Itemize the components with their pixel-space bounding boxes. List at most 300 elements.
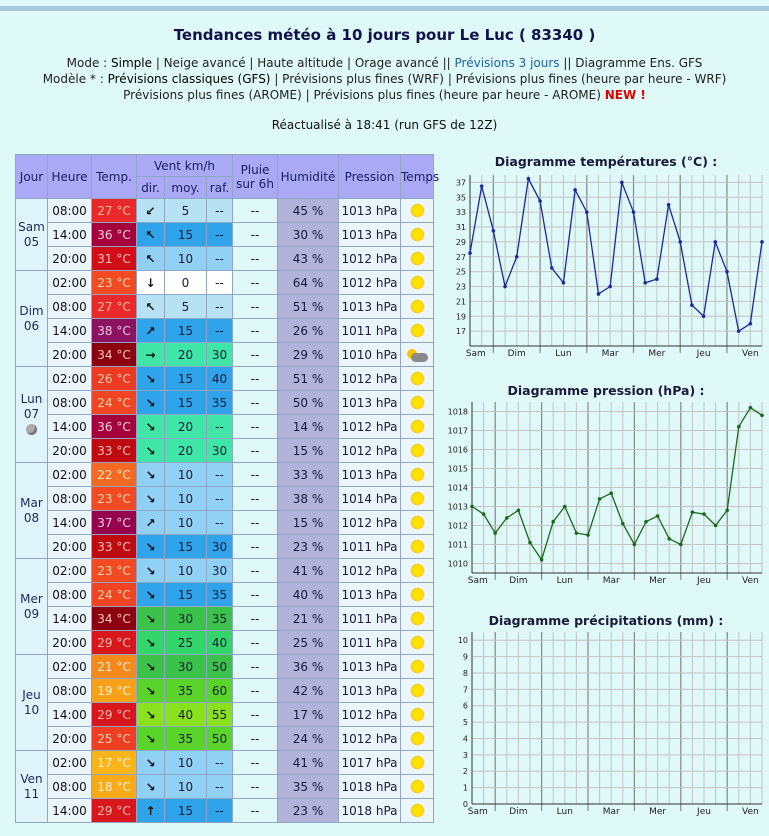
wind-mean-cell: 20 <box>165 415 207 439</box>
wind-mean-cell: 15 <box>165 391 207 415</box>
humidity-cell: 41 % <box>278 559 339 583</box>
y-tick-label: 17 <box>455 327 466 337</box>
rain-cell: -- <box>233 679 278 703</box>
y-tick-label: 1014 <box>447 483 468 493</box>
pressure-cell: 1018 hPa <box>339 799 401 823</box>
day-number: 05 <box>23 234 40 249</box>
x-day-label: Jeu <box>697 576 711 586</box>
forecast-row <box>16 487 434 511</box>
humidity-cell: 45 % <box>278 199 339 223</box>
sun-icon <box>410 323 425 338</box>
wind-direction-icon: ↘ <box>137 367 165 391</box>
sun-icon <box>410 275 425 290</box>
rain-cell: -- <box>233 607 278 631</box>
forecast-row <box>16 511 434 535</box>
wind-gust-cell: 50 <box>207 655 233 679</box>
hour-cell: 14:00 <box>48 511 92 535</box>
header-pluie: Pluie sur 6h <box>233 155 278 199</box>
forecast-row <box>16 631 434 655</box>
temp-cell: 23 °C <box>92 487 137 511</box>
pressure-cell: 1013 hPa <box>339 391 401 415</box>
data-point <box>482 512 486 516</box>
day-name: Ven <box>20 771 43 786</box>
day-number: 06 <box>23 318 40 333</box>
hour-cell: 14:00 <box>48 319 92 343</box>
mode-label: Mode : <box>66 56 112 70</box>
humidity-cell: 64 % <box>278 271 339 295</box>
y-tick-label: 8 <box>462 668 468 678</box>
forecast-row <box>16 343 434 367</box>
wind-direction-icon: ↘ <box>137 439 165 463</box>
data-point <box>550 266 554 270</box>
data-point <box>632 210 636 214</box>
data-point <box>575 531 579 535</box>
day-number: 08 <box>23 510 40 525</box>
y-tick-label: 23 <box>455 282 466 292</box>
data-point <box>678 240 682 244</box>
sun-icon <box>410 611 425 626</box>
wind-mean-cell: 30 <box>165 655 207 679</box>
day-cell <box>16 463 48 559</box>
forecast-row <box>16 775 434 799</box>
sun-icon <box>410 803 425 818</box>
pressure-cell: 1012 hPa <box>339 439 401 463</box>
pressure-cell: 1017 hPa <box>339 751 401 775</box>
y-tick-label: 1 <box>462 783 468 793</box>
wind-direction-icon: ↘ <box>137 391 165 415</box>
mode-simple[interactable]: Simple <box>111 56 152 70</box>
wind-mean-cell: 0 <box>165 271 207 295</box>
wind-mean-cell: 10 <box>165 775 207 799</box>
sky-cell <box>401 679 434 703</box>
hour-cell: 20:00 <box>48 631 92 655</box>
wind-gust-cell: -- <box>207 799 233 823</box>
sky-cell <box>401 343 434 367</box>
data-point <box>562 281 566 285</box>
humidity-cell: 30 % <box>278 223 339 247</box>
wind-gust-cell: -- <box>207 319 233 343</box>
hour-cell: 20:00 <box>48 535 92 559</box>
hour-cell: 14:00 <box>48 799 92 823</box>
series-line <box>470 179 762 331</box>
sun-icon <box>410 227 425 242</box>
wind-gust-cell: 30 <box>207 343 233 367</box>
data-point <box>609 491 613 495</box>
day-name: Mar <box>20 495 43 510</box>
temperature-chart <box>440 172 766 358</box>
hour-cell: 02:00 <box>48 655 92 679</box>
data-point <box>655 277 659 281</box>
temp-cell: 17 °C <box>92 751 137 775</box>
data-point <box>538 199 542 203</box>
rain-cell: -- <box>233 751 278 775</box>
rain-cell: -- <box>233 559 278 583</box>
sky-cell <box>401 751 434 775</box>
sky-cell <box>401 775 434 799</box>
wind-direction-icon: ↘ <box>137 463 165 487</box>
pressure-cell: 1011 hPa <box>339 319 401 343</box>
sky-cell <box>401 415 434 439</box>
sun-icon <box>410 443 425 458</box>
y-tick-label: 1017 <box>447 426 468 436</box>
mode-altitude[interactable]: Haute altitude <box>257 56 344 70</box>
data-point <box>667 203 671 207</box>
day-name: Sam <box>18 219 45 234</box>
forecast-row <box>16 223 434 247</box>
hour-cell: 02:00 <box>48 751 92 775</box>
precipitation-chart <box>440 628 766 818</box>
sun-icon <box>410 755 425 770</box>
hour-cell: 08:00 <box>48 199 92 223</box>
rain-cell: -- <box>233 271 278 295</box>
sun-icon <box>410 539 425 554</box>
rain-cell: -- <box>233 295 278 319</box>
wind-direction-icon: ↘ <box>137 727 165 751</box>
humidity-cell: 41 % <box>278 751 339 775</box>
rain-cell: -- <box>233 487 278 511</box>
data-point <box>656 514 660 518</box>
pressure-cell: 1012 hPa <box>339 559 401 583</box>
data-point <box>563 505 567 509</box>
rain-cell: -- <box>233 703 278 727</box>
data-point <box>480 184 484 188</box>
forecast-row <box>16 415 434 439</box>
y-tick-label: 5 <box>462 718 468 728</box>
y-tick-label: 4 <box>462 734 468 744</box>
sky-cell <box>401 439 434 463</box>
mode-neige[interactable]: Neige avancé <box>163 56 246 70</box>
temp-cell: 19 °C <box>92 679 137 703</box>
data-point <box>620 181 624 185</box>
wind-gust-cell: -- <box>207 511 233 535</box>
data-point <box>492 229 496 233</box>
wind-direction-icon: ↘ <box>137 487 165 511</box>
data-point <box>585 210 589 214</box>
wind-gust-cell: 35 <box>207 583 233 607</box>
model-arome[interactable]: Prévisions plus fines (AROME) <box>123 88 302 102</box>
sun-icon <box>410 587 425 602</box>
wind-mean-cell: 10 <box>165 487 207 511</box>
x-day-label: Dim <box>507 349 526 359</box>
hour-cell: 08:00 <box>48 775 92 799</box>
wind-gust-cell: 50 <box>207 727 233 751</box>
temp-chart-title: Diagramme températures (°C) : <box>494 154 718 169</box>
pressure-cell: 1014 hPa <box>339 487 401 511</box>
humidity-cell: 15 % <box>278 511 339 535</box>
sky-cell <box>401 535 434 559</box>
y-tick-label: 3 <box>462 750 468 760</box>
forecast-row <box>16 199 434 223</box>
mode-orage[interactable]: Orage avancé <box>354 56 439 70</box>
sun-icon <box>410 491 425 506</box>
wind-mean-cell: 20 <box>165 439 207 463</box>
hour-cell: 14:00 <box>48 415 92 439</box>
wind-direction-icon: ↖ <box>137 223 165 247</box>
sky-cell <box>401 703 434 727</box>
y-tick-label: 31 <box>455 223 466 233</box>
forecast-row <box>16 391 434 415</box>
data-point <box>702 512 706 516</box>
wind-mean-cell: 30 <box>165 607 207 631</box>
humidity-cell: 43 % <box>278 247 339 271</box>
sun-cloud-icon <box>406 349 428 362</box>
sky-cell <box>401 391 434 415</box>
wind-direction-icon: ↘ <box>137 583 165 607</box>
refresh-info: Réactualisé à 18:41 (run GFS de 12Z) <box>271 118 498 132</box>
pressure-cell: 1018 hPa <box>339 775 401 799</box>
data-point <box>667 537 671 541</box>
pressure-cell: 1013 hPa <box>339 463 401 487</box>
wind-gust-cell: -- <box>207 295 233 319</box>
data-point <box>691 510 695 514</box>
rain-cell: -- <box>233 439 278 463</box>
x-day-label: Mer <box>649 807 667 817</box>
pressure-cell: 1011 hPa <box>339 535 401 559</box>
wind-direction-icon: → <box>137 343 165 367</box>
y-tick-label: 9 <box>462 652 468 662</box>
wind-mean-cell: 10 <box>165 247 207 271</box>
x-day-label: Mar <box>602 807 620 817</box>
wind-direction-icon: ↑ <box>137 799 165 823</box>
rain-cell: -- <box>233 799 278 823</box>
x-day-label: Sam <box>465 349 486 359</box>
y-tick-label: 6 <box>462 701 468 711</box>
temp-cell: 27 °C <box>92 199 137 223</box>
data-point <box>644 520 648 524</box>
rain-cell: -- <box>233 631 278 655</box>
temp-cell: 18 °C <box>92 775 137 799</box>
y-tick-label: 37 <box>455 178 466 188</box>
day-number: 10 <box>23 702 40 717</box>
pressure-cell: 1012 hPa <box>339 703 401 727</box>
y-tick-label: 19 <box>455 312 466 322</box>
rain-cell: -- <box>233 775 278 799</box>
data-point <box>633 543 637 547</box>
temp-cell: 27 °C <box>92 295 137 319</box>
data-point <box>679 543 683 547</box>
sun-icon <box>410 299 425 314</box>
humidity-cell: 33 % <box>278 463 339 487</box>
wind-gust-cell: 35 <box>207 391 233 415</box>
y-tick-label: 1015 <box>447 464 468 474</box>
wind-gust-cell: 30 <box>207 439 233 463</box>
data-point <box>749 322 753 326</box>
data-point <box>725 270 729 274</box>
hour-cell: 02:00 <box>48 559 92 583</box>
y-tick-label: 25 <box>455 267 466 277</box>
x-day-label: Mer <box>649 576 667 586</box>
data-point <box>515 255 519 259</box>
day-cell <box>16 559 48 655</box>
wind-gust-cell: -- <box>207 271 233 295</box>
data-point <box>714 524 718 528</box>
data-point <box>597 292 601 296</box>
wind-gust-cell: -- <box>207 487 233 511</box>
wind-mean-cell: 5 <box>165 295 207 319</box>
day-number: 11 <box>23 786 40 801</box>
hour-cell: 20:00 <box>48 727 92 751</box>
data-point <box>760 414 764 418</box>
sky-cell <box>401 271 434 295</box>
sky-cell <box>401 295 434 319</box>
wind-gust-cell: 30 <box>207 535 233 559</box>
sun-icon <box>410 707 425 722</box>
y-tick-label: 1011 <box>447 540 468 550</box>
hour-cell: 20:00 <box>48 439 92 463</box>
wind-direction-icon: ↗ <box>137 511 165 535</box>
hour-cell: 14:00 <box>48 703 92 727</box>
wind-mean-cell: 15 <box>165 319 207 343</box>
pressure-cell: 1013 hPa <box>339 679 401 703</box>
rain-cell: -- <box>233 223 278 247</box>
sky-cell <box>401 799 434 823</box>
forecast-row <box>16 703 434 727</box>
wind-mean-cell: 35 <box>165 727 207 751</box>
hour-cell: 02:00 <box>48 271 92 295</box>
humidity-cell: 24 % <box>278 727 339 751</box>
hour-cell: 14:00 <box>48 223 92 247</box>
temp-cell: 34 °C <box>92 607 137 631</box>
temp-cell: 29 °C <box>92 799 137 823</box>
top-bar <box>0 6 769 11</box>
pressure-cell: 1012 hPa <box>339 271 401 295</box>
x-day-label: Ven <box>742 576 759 586</box>
y-tick-label: 1010 <box>447 559 468 569</box>
humidity-cell: 14 % <box>278 415 339 439</box>
pressure-cell: 1012 hPa <box>339 367 401 391</box>
humidity-cell: 21 % <box>278 607 339 631</box>
wind-direction-icon: ↙ <box>137 199 165 223</box>
forecast-row <box>16 319 434 343</box>
temp-cell: 36 °C <box>92 223 137 247</box>
wind-mean-cell: 10 <box>165 511 207 535</box>
forecast-row <box>16 559 434 583</box>
model-nav-2: Prévisions plus fines (AROME) | Prévisions plus fines (heure par heure - AROME) NEW ! <box>123 88 646 102</box>
x-day-label: Ven <box>742 807 759 817</box>
pressure-cell: 1012 hPa <box>339 415 401 439</box>
wind-direction-icon: ↓ <box>137 271 165 295</box>
sky-cell <box>401 367 434 391</box>
mode-diagramme-ens[interactable]: Diagramme Ens. GFS <box>575 56 703 70</box>
humidity-cell: 23 % <box>278 535 339 559</box>
y-tick-label: 33 <box>455 208 466 218</box>
wind-direction-icon: ↘ <box>137 751 165 775</box>
hour-cell: 08:00 <box>48 487 92 511</box>
sky-cell <box>401 559 434 583</box>
wind-mean-cell: 20 <box>165 343 207 367</box>
mode-3-jours-link[interactable]: Prévisions 3 jours <box>454 56 560 70</box>
data-point <box>725 509 729 513</box>
wind-mean-cell: 10 <box>165 559 207 583</box>
wind-direction-icon: ↘ <box>137 631 165 655</box>
pressure-cell: 1013 hPa <box>339 223 401 247</box>
y-tick-label: 21 <box>455 297 466 307</box>
model-wrf-hourly[interactable]: Prévisions plus fines (heure par heure - WRF) <box>455 72 727 86</box>
temp-cell: 24 °C <box>92 583 137 607</box>
rain-cell: -- <box>233 343 278 367</box>
pressure-chart <box>440 398 766 588</box>
wind-mean-cell: 40 <box>165 703 207 727</box>
model-wrf[interactable]: Prévisions plus fines (WRF) <box>282 72 444 86</box>
model-arome-hourly[interactable]: Prévisions plus fines (heure par heure - AROME) <box>313 88 601 102</box>
mode-nav: Mode : Simple | Neige avancé | Haute altitude | Orage avancé || Prévisions 3 jours || Diagramme Ens. GFS <box>66 56 703 70</box>
wind-mean-cell: 10 <box>165 463 207 487</box>
sun-icon <box>410 371 425 386</box>
wind-direction-icon: ↘ <box>137 415 165 439</box>
wind-gust-cell: 40 <box>207 367 233 391</box>
sun-icon <box>410 203 425 218</box>
wind-mean-cell: 15 <box>165 535 207 559</box>
y-tick-label: 1012 <box>447 521 468 531</box>
wind-mean-cell: 25 <box>165 631 207 655</box>
forecast-row <box>16 655 434 679</box>
temp-cell: 22 °C <box>92 463 137 487</box>
forecast-row <box>16 607 434 631</box>
x-day-label: Dim <box>509 807 528 817</box>
rain-cell: -- <box>233 511 278 535</box>
wind-gust-cell: -- <box>207 463 233 487</box>
y-tick-label: 1013 <box>447 502 468 512</box>
hour-cell: 08:00 <box>48 391 92 415</box>
forecast-row <box>16 679 434 703</box>
temp-cell: 29 °C <box>92 703 137 727</box>
rain-cell: -- <box>233 727 278 751</box>
forecast-row <box>16 535 434 559</box>
forecast-row <box>16 247 434 271</box>
temp-cell: 24 °C <box>92 391 137 415</box>
humidity-cell: 42 % <box>278 679 339 703</box>
data-point <box>586 533 590 537</box>
humidity-cell: 26 % <box>278 319 339 343</box>
sky-cell <box>401 223 434 247</box>
day-number: 09 <box>23 606 40 621</box>
temp-cell: 33 °C <box>92 535 137 559</box>
wind-mean-cell: 15 <box>165 367 207 391</box>
header-dir: dir. <box>137 177 165 199</box>
sky-cell <box>401 631 434 655</box>
sun-icon <box>410 683 425 698</box>
day-cell <box>16 367 48 463</box>
rain-cell: -- <box>233 415 278 439</box>
temp-cell: 33 °C <box>92 439 137 463</box>
forecast-row <box>16 463 434 487</box>
wind-mean-cell: 10 <box>165 751 207 775</box>
x-day-label: Sam <box>467 807 488 817</box>
data-point <box>493 531 497 535</box>
day-number: 07 <box>23 407 40 421</box>
humidity-cell: 50 % <box>278 391 339 415</box>
y-tick-label: 2 <box>462 767 468 777</box>
wind-gust-cell: -- <box>207 199 233 223</box>
wind-gust-cell: -- <box>207 775 233 799</box>
sky-cell <box>401 487 434 511</box>
day-cell <box>16 199 48 271</box>
data-point <box>540 558 544 562</box>
data-point <box>551 520 555 524</box>
model-gfs[interactable]: Prévisions classiques (GFS) <box>107 72 271 86</box>
wind-mean-cell: 15 <box>165 583 207 607</box>
rain-cell: -- <box>233 655 278 679</box>
wind-direction-icon: ↘ <box>137 703 165 727</box>
sun-icon <box>410 659 425 674</box>
header-temps: Temps <box>401 155 434 199</box>
y-tick-label: 7 <box>462 685 468 695</box>
wind-gust-cell: 55 <box>207 703 233 727</box>
sun-icon <box>410 395 425 410</box>
y-tick-label: 35 <box>455 193 466 203</box>
data-point <box>749 406 753 410</box>
data-point <box>621 522 625 526</box>
